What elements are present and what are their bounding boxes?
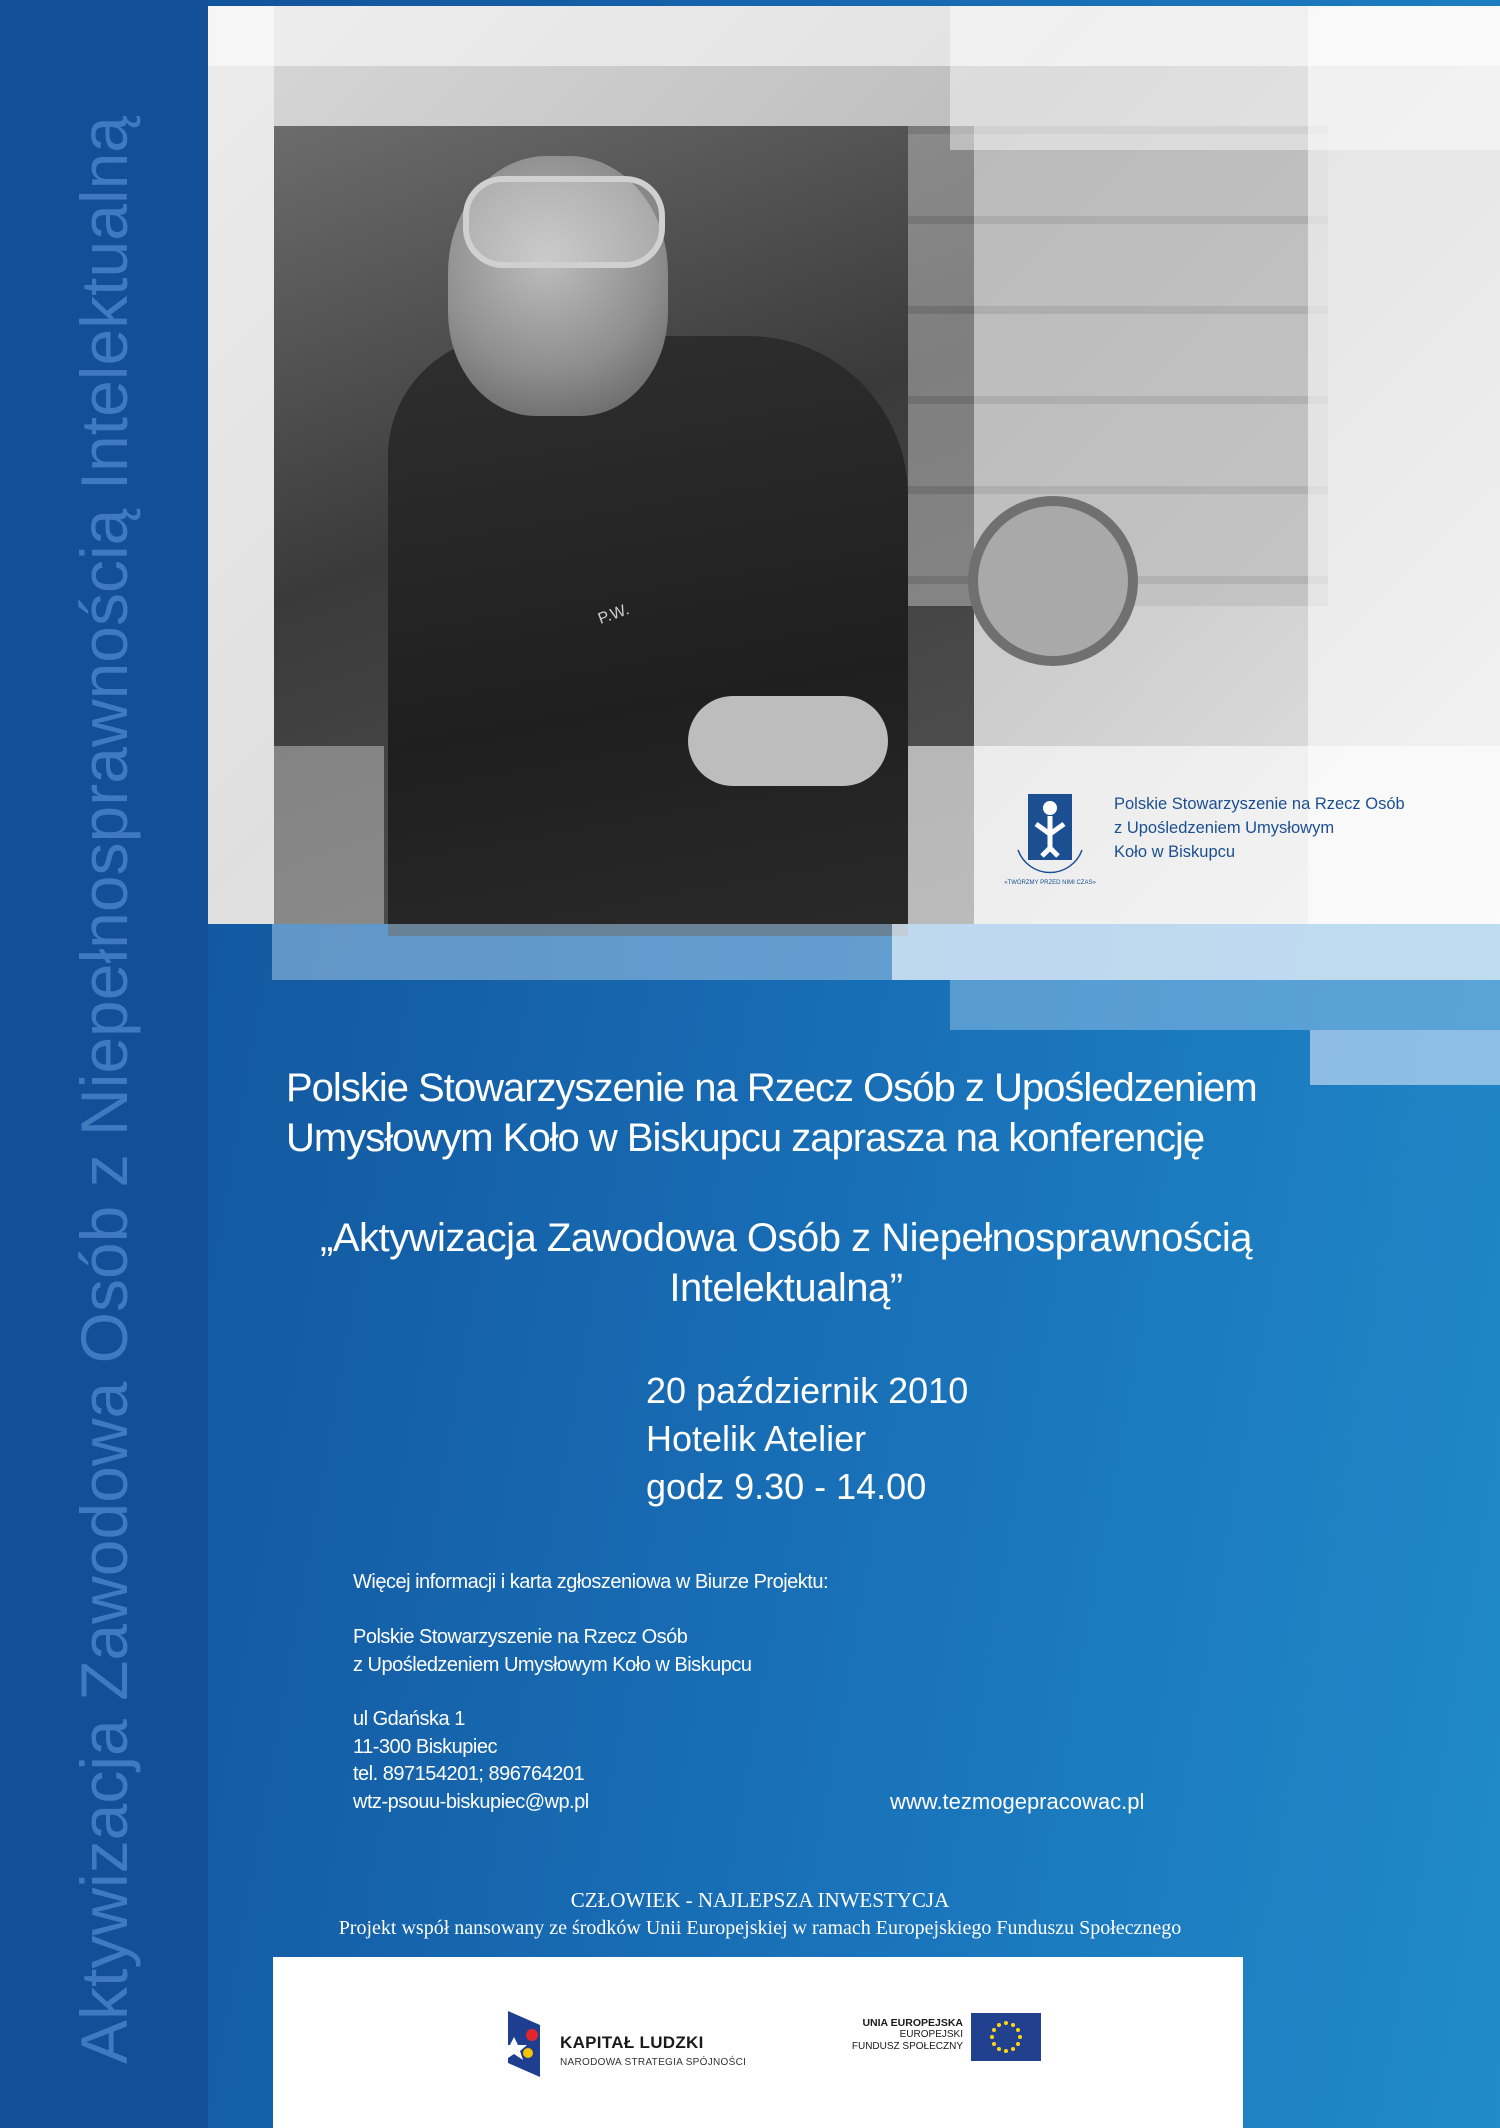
goggles [463, 176, 665, 268]
funding-note: Projekt współ nansowany ze środków Unii Europejskiej w ramach Europejskiego Funduszu Społecznego [338, 1917, 1182, 1939]
org-logo-ring-text: «TWÓRZMY PRZED NIMI CZAS» [1004, 880, 1096, 886]
event-details [646, 1367, 1146, 1511]
contact-email[interactable]: wtz-psouu-biskupiec@wp.pl [353, 1790, 589, 1813]
contact-street: ul Gdańska 1 [353, 1708, 465, 1730]
eu-fund-text: UNIA EUROPEJSKA EUROPEJSKI FUNDUSZ SPOŁECZNY [851, 2017, 963, 2052]
kapital-ludzki-subtitle: NARODOWA STRATEGIA SPÓJNOŚCI [560, 2057, 747, 2068]
conference-title: „Aktywizacja Zawodowa Osób z Niepełnosprawnością Intelektualną” [320, 1216, 1252, 1310]
eu-flag-icon [971, 2013, 1041, 2061]
kapital-ludzki-mark-icon [504, 2007, 544, 2081]
event-hours: godz 9.30 - 14.00 [646, 1466, 927, 1507]
org-logo [1004, 790, 1096, 890]
contact-block: Polskie Stowarzyszenie na Rzecz Osób z Upośledzeniem Umysłowym Koło w Biskupcu ul Gdańska 1 11-300 Biskupiec tel. 897154201; 896764201 wtz-psouu-biskupiec@wp.pl [353, 1624, 1053, 1816]
footer-logos [273, 1957, 1243, 2128]
more-info: Więcej informacji i karta zgłoszeniowa w Biurze Projektu: [353, 1571, 829, 1593]
contact-city: 11-300 Biskupiec [353, 1735, 497, 1758]
slogan: CZŁOWIEK - NAJLEPSZA INWESTYCJA [570, 1888, 950, 1912]
contact-phone: tel. 897154201; 896764201 [353, 1763, 585, 1785]
kapital-ludzki-logo [504, 2007, 764, 2087]
event-date: 20 październik 2010 [646, 1370, 969, 1411]
kapital-ludzki-title: KAPITAŁ LUDZKI [560, 2033, 704, 2052]
vertical-title: Aktywizacja Zawodowa Osób z Niepełnosprawnością Intelektualną [67, 116, 141, 2064]
website-link[interactable]: www.tezmogepracowac.pl [890, 1789, 1145, 1814]
photo-badge-text: P.W. [595, 601, 632, 628]
workshop-photo [208, 6, 1500, 924]
intro-text: Polskie Stowarzyszenie na Rzecz Osób z Upośledzeniem Umysłowym Koło w Biskupcu zaprasza na konferencję [286, 1066, 1257, 1160]
org-name: Polskie Stowarzyszenie na Rzecz Osób z Upośledzeniem Umysłowym Koło w Biskupcu [1114, 795, 1405, 861]
event-venue: Hotelik Atelier [646, 1418, 867, 1459]
